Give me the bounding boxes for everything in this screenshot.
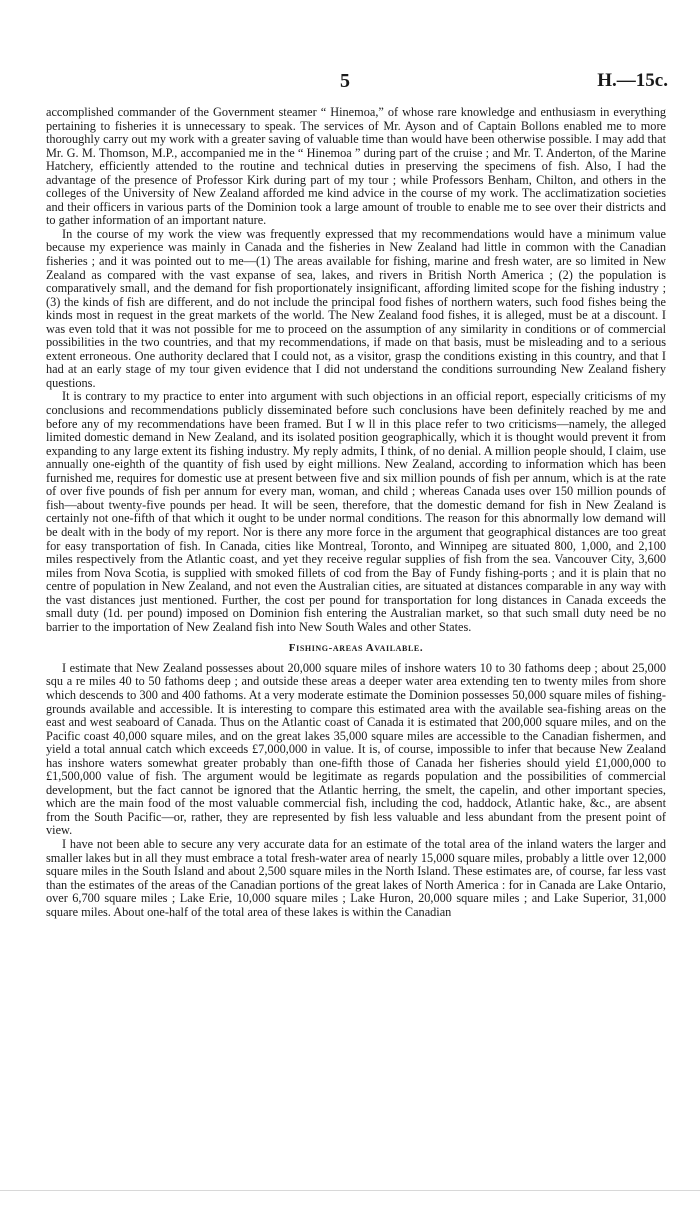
document-reference: H.—15c. [597,70,668,91]
section-heading: Fishing-areas Available. [288,642,424,655]
paragraph-continuation: accomplished commander of the Government steamer “ Hinemoa,” of whose rare knowledge and enthusiasm in everything pertaining to fisheries it is unnecessary to speak. The services of Mr. Ayson and of Captain Bollons enabled me to more thoroughly carry out my work with a greater saving of valuable time than would have been otherwise possible. I may add that Mr. G. M. Thomson, M.P., accompanied me in the “ Hinemoa ” during part of the cruise ; and Mr. T. Anderton, of the Marine Hatchery, efficiently attended to the routine and technical duties in preserving the specimens of fish. Also, I had the advantage of the presence of Professor Kirk during part of my tour ; while Professors Benham, Chilton, and others in the colleges of the University of New Zealand afforded me kind advice in the course of my work. The acclimatization societies and their officers in various parts of the Dominion took a large amount of trouble to enable me to see over their districts and to gather information of an important nature. [46,105,666,228]
bottom-rule [0,1190,700,1191]
body-text [46,106,666,919]
paragraph-criticisms: In the course of my work the view was frequently expressed that my recommendations would have a minimum value because my experience was mainly in Canada and the fisheries in New Zealand had little in common with the Canadian fisheries ; and it was pointed out to me—(1) The areas available for fishing, marine and fresh water, are so limited in New Zealand as compared with the vast expanse of sea, lakes, and rivers in British North America ; (2) the population is comparatively small, and the demand for fish proportionately insignificant, affording limited scope for the fishing industry ; (3) the kinds of fish are different, and do not include the principal food fishes of northern waters, such food fishes being the kinds most in request in the great markets of the world. The New Zealand food fishes, it is alleged, must be at a discount. I was even told that it was not possible for me to proceed on the assumption of any similarity in conditions or of commercial possibilities in the two countries, and that my recommendations, if made on that basis, must be misleading and to a serious extent erroneous. One authority declared that I could not, as a visitor, grasp the conditions existing in this country, and that I had at an early stage of my tour given evidence that I did not understand the conditions surrounding New Zealand fishery questions. [46,226,666,390]
paragraph-reply: It is contrary to my practice to enter into argument with such objections in an official report, especially criticisms of my conclusions and recommendations publicly disseminated before such conclusions have been definitely reached by me and before any of my recommendations have been framed. But I w ll in this place refer to two criticisms—namely, the alleged limited domestic demand in New Zealand, and its isolated position geographically, which it is thought would prevent it from expanding to any large extent its fishing industry. My reply admits, I think, of no denial. A million people should, I claim, use annually one-eighth of the quantity of fish used by eight millions. New Zealand, according to information which has been furnished me, requires for domestic use at present between five and six million pounds of fish per annum, which is at the rate of over five pounds of fish per annum for every man, woman, and child ; whereas Canada uses over 150 million pounds of fish—about twenty-five pounds per head. It will be seen, therefore, that the domestic demand for fish in New Zealand is certainly not one-fifth of that which it ought to be under normal conditions. The reason for this abnormally low demand will be dealt with in the body of my report. Nor is there any more force in the argument that geographical distances are too great for easy transportation of fish. In Canada, cities like Montreal, Toronto, and Winnipeg are situated 800, 1,000, and 2,100 miles respectively from the Atlantic coast, and yet they receive regular supplies of fish from the sea. Vancouver City, 3,600 miles from Nova Scotia, is supplied with smoked fillets of cod from the Bay of Fundy fishing-ports ; and it is plain that no centre of population in New Zealand, and not even the Australian cities, are situated at distances comparable in any way with the vast distances just mentioned. Further, the cost per pound for transportation for long distances in Canada exceeds the small duty (1d. per pound) imposed on Dominion fish entering the Australian market, so that such small duty need be no barrier to the importation of New Zealand fish into New South Wales and other States. [46,389,666,634]
paragraph-sea-areas: I estimate that New Zealand possesses about 20,000 square miles of inshore waters 10 to 30 fathoms deep ; about 25,000 squ a re miles 40 to 50 fathoms deep ; and outside these areas a deeper water area extending ten to twenty miles from shore which descends to 300 and 400 fathoms. At a very moderate estimate the Dominion possesses 50,000 square miles of fishing-grounds available and accessible. It is interesting to compare this estimated area with the available sea-fishing areas on the east and west seaboard of Canada. Thus on the Atlantic coast of Canada it is estimated that 200,000 square miles, and on the Pacific coast 40,000 square miles, and on the great lakes 35,000 square miles are accessible to the Canadian fishermen, and yield a total annual catch which exceeds £7,000,000 in value. It is, of course, impossible to infer that because New Zealand has inshore waters somewhat greater probably than one-fifth those of Canada her fisheries should yield £1,000,000 to £1,500,000 value of fish. The argument would be legitimate as regards population and the possibilities of commercial development, but the fact cannot be ignored that the Atlantic herring, the smelt, the capelin, and other important species, which are the main food of the most valuable commercial fish, including the cod, haddock, Atlantic hake, &c., are absent from the South Pacific—or, rather, they are represented by fish less valuable and less abundant from the present point of view. [46,660,666,838]
page-number: 5 [340,70,350,92]
paragraph-inland-waters: I have not been able to secure any very accurate data for an estimate of the total area of the inland waters the larger and smaller lakes but in all they must embrace a total fresh-water area of nearly 15,000 square miles, probably a little over 12,000 square miles in the South Island and about 2,500 square miles in the North Island. These estimates are, of course, far less vast than the estimates of the areas of the Canadian portions of the great lakes of North America : for in Canada are Lake Ontario, over 6,700 square miles ; Lake Erie, 10,000 square miles ; Lake Huron, 20,000 square miles ; and Lake Superior, 31,000 square miles. About one-half of the total area of these lakes is within the Canadian [46,836,666,919]
